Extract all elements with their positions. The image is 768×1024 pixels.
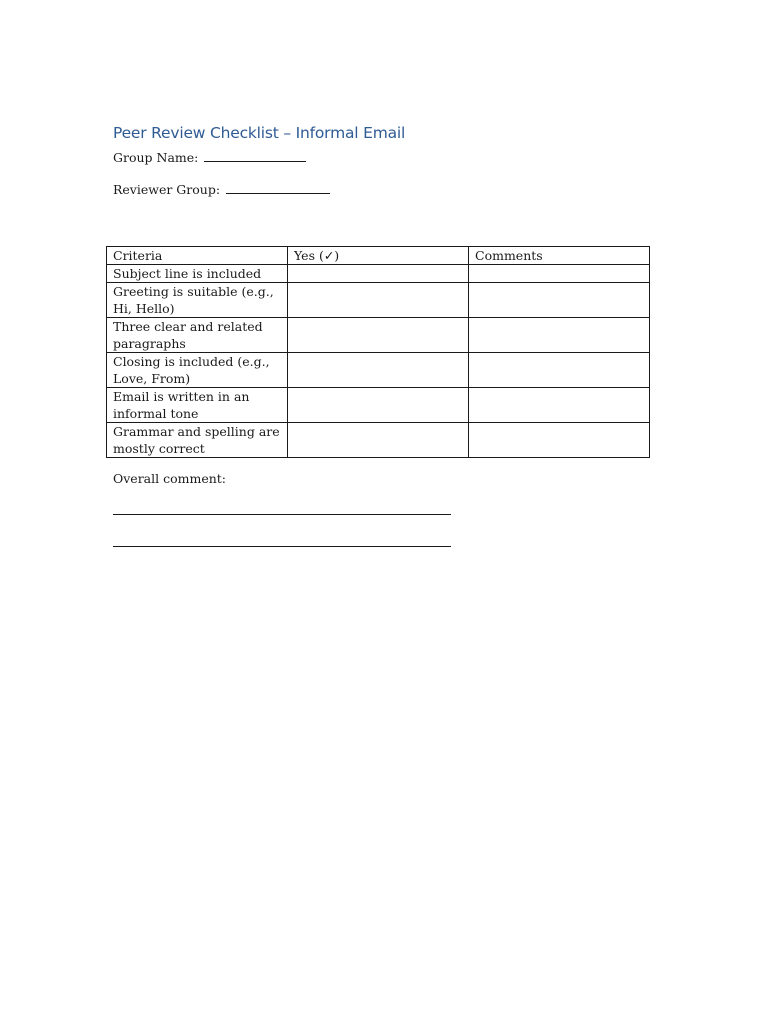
header-comments: Comments bbox=[469, 247, 650, 265]
criteria-cell: Closing is included (e.g., Love, From) bbox=[107, 353, 288, 388]
group-name-label: Group Name: bbox=[113, 150, 199, 165]
criteria-cell: Subject line is included bbox=[107, 265, 288, 283]
comments-cell[interactable] bbox=[469, 388, 650, 423]
table-row bbox=[107, 265, 650, 283]
yes-cell[interactable] bbox=[288, 353, 469, 388]
comments-cell[interactable] bbox=[469, 423, 650, 458]
table-row bbox=[107, 353, 650, 388]
yes-cell[interactable] bbox=[288, 265, 469, 283]
table-row bbox=[107, 423, 650, 458]
reviewer-group-line bbox=[113, 182, 330, 197]
overall-comment-line-1[interactable] bbox=[113, 514, 451, 515]
comments-cell[interactable] bbox=[469, 283, 650, 318]
checklist-table bbox=[106, 246, 650, 458]
criteria-cell: Email is written in an informal tone bbox=[107, 388, 288, 423]
criteria-cell: Three clear and related paragraphs bbox=[107, 318, 288, 353]
group-name-line bbox=[113, 150, 306, 165]
table-header-row bbox=[107, 247, 650, 265]
criteria-cell: Grammar and spelling are mostly correct bbox=[107, 423, 288, 458]
comments-cell[interactable] bbox=[469, 318, 650, 353]
yes-cell[interactable] bbox=[288, 388, 469, 423]
group-name-blank[interactable] bbox=[204, 151, 306, 162]
table-row bbox=[107, 388, 650, 423]
yes-cell[interactable] bbox=[288, 283, 469, 318]
yes-cell[interactable] bbox=[288, 318, 469, 353]
reviewer-group-label: Reviewer Group: bbox=[113, 182, 221, 197]
page-title: Peer Review Checklist – Informal Email bbox=[113, 124, 406, 142]
comments-cell[interactable] bbox=[469, 353, 650, 388]
comments-cell[interactable] bbox=[469, 265, 650, 283]
reviewer-group-blank[interactable] bbox=[226, 183, 330, 194]
header-yes: Yes (✓) bbox=[288, 247, 469, 265]
criteria-cell: Greeting is suitable (e.g., Hi, Hello) bbox=[107, 283, 288, 318]
yes-cell[interactable] bbox=[288, 423, 469, 458]
table-row bbox=[107, 318, 650, 353]
header-criteria: Criteria bbox=[107, 247, 288, 265]
overall-comment-line-2[interactable] bbox=[113, 546, 451, 547]
overall-comment-label: Overall comment: bbox=[113, 471, 227, 486]
table-row bbox=[107, 283, 650, 318]
